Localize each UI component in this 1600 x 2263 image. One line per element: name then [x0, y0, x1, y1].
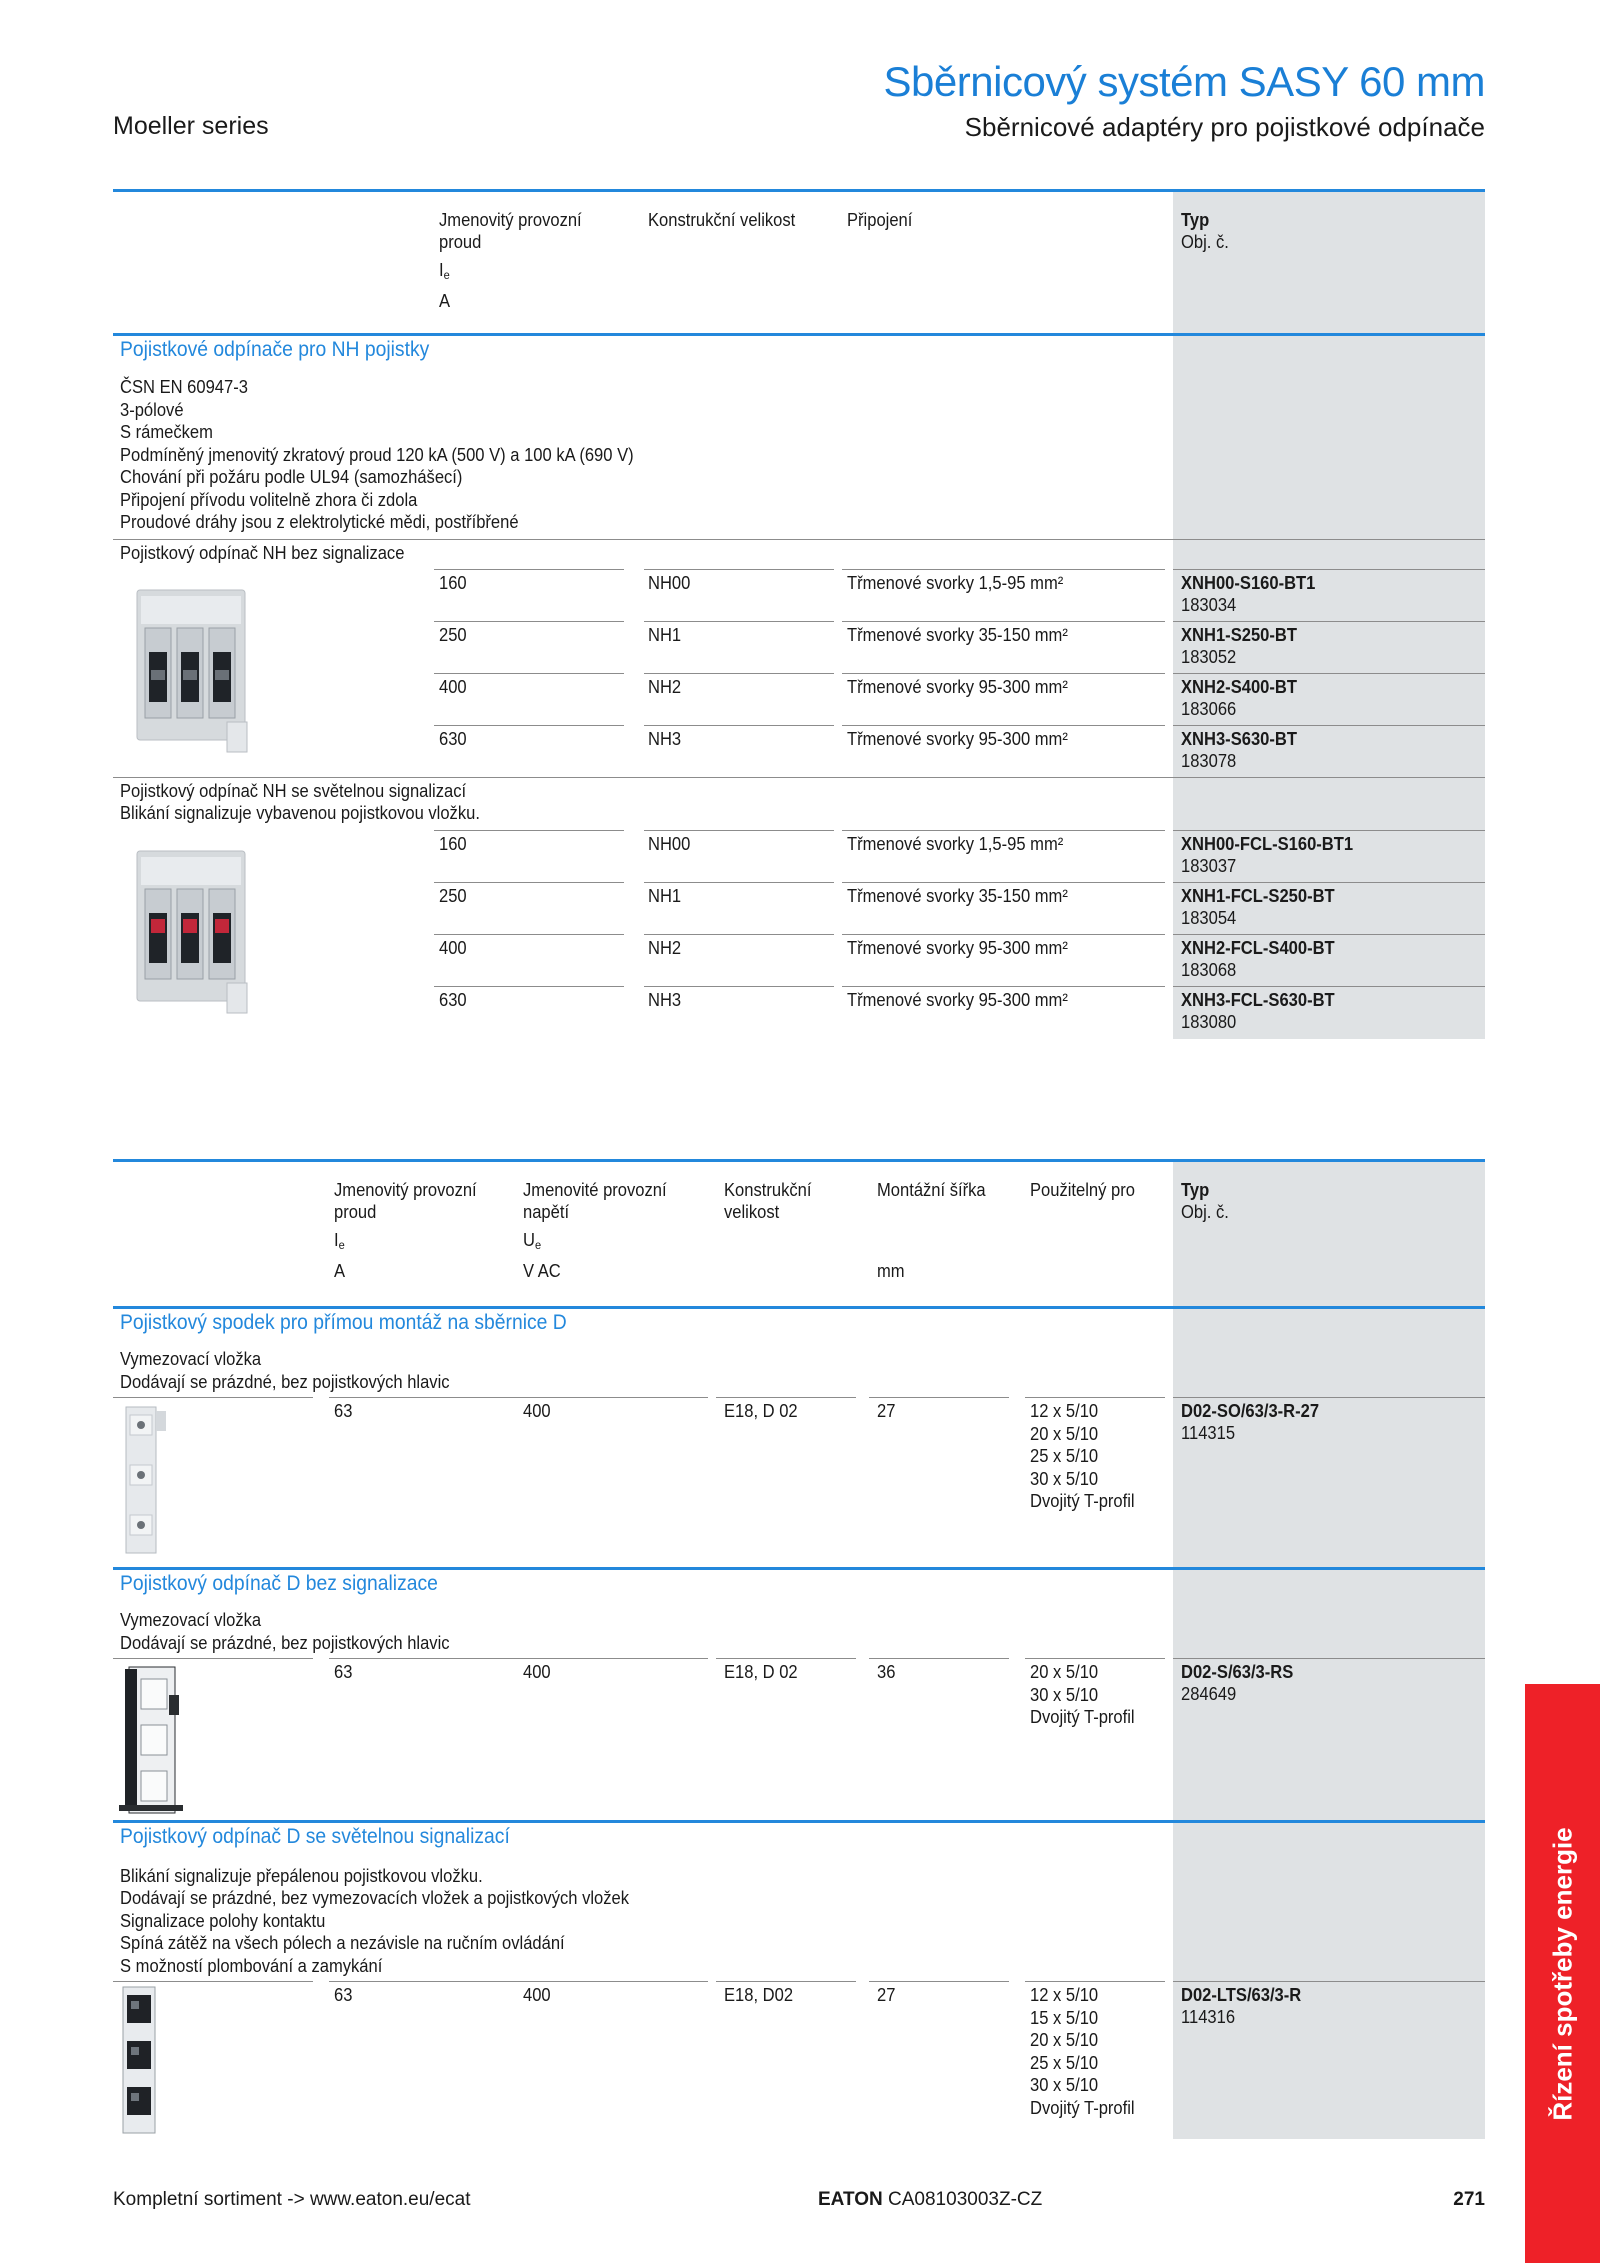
section-title: Pojistkový odpínač D se světelnou signalizací: [120, 1825, 510, 1848]
header-order: Obj. č.: [1181, 232, 1229, 252]
cell-type: D02-SO/63/3-R-27: [1181, 1401, 1320, 1421]
cell-connection: Třmenové svorky 95-300 mm²: [847, 677, 1068, 697]
row-rule: [329, 1658, 519, 1659]
cell-voltage: 400: [523, 1985, 551, 2005]
header-voltage-unit: V AC: [523, 1261, 561, 1281]
cell-size: NH1: [648, 625, 682, 645]
cell-order: 183034: [1181, 595, 1237, 615]
section-rule: [113, 1820, 1485, 1823]
row-rule: [869, 1981, 1009, 1982]
row-rule: [1025, 1397, 1165, 1398]
nh-switch-disconnector-image: [127, 582, 257, 762]
chapter-tab: [1525, 1684, 1600, 2263]
row-rule: [644, 934, 834, 935]
row-rule: [113, 1658, 313, 1659]
row-rule: [518, 1397, 708, 1398]
cell-size: E18, D 02: [724, 1662, 798, 1682]
header-connection: Připojení: [847, 210, 913, 230]
cell-type: XNH3-FCL-S630-BT: [1181, 990, 1335, 1010]
cell-size: NH3: [648, 990, 682, 1010]
header-current-symbol: $I_e$: [439, 260, 450, 282]
cell-voltage: 400: [523, 1662, 551, 1682]
row-rule: [842, 830, 1165, 831]
section-description: Vymezovací vložka Dodávají se prázdné, bez pojistkových hlavic: [120, 1610, 450, 1653]
chapter-tab-label: Řízení spotřeby energie: [1547, 1826, 1577, 2121]
row-rule: [716, 1981, 856, 1982]
cell-type: XNH2-FCL-S400-BT: [1181, 938, 1335, 958]
header-width: Montážní šířka: [877, 1180, 986, 1200]
cell-connection: Třmenové svorky 95-300 mm²: [847, 729, 1068, 749]
cell-type: XNH2-S400-BT: [1181, 677, 1297, 697]
header-order: Obj. č.: [1181, 1202, 1229, 1222]
row-rule: [1173, 1397, 1485, 1398]
cell-size: NH00: [648, 573, 691, 593]
cell-connection: Třmenové svorky 95-300 mm²: [847, 990, 1068, 1010]
header-current-unit: A: [439, 291, 451, 311]
cell-size: NH1: [648, 886, 682, 906]
footer-brand: EATON: [818, 2189, 883, 2210]
cell-usable: 12 x 5/10 15 x 5/10 20 x 5/10 25 x 5/10 30 x 5/10 Dvojitý T-profil: [1030, 1985, 1135, 2118]
row-rule: [434, 934, 624, 935]
cell-type: XNH00-FCL-S160-BT1: [1181, 834, 1354, 854]
row-rule: [1173, 986, 1485, 987]
cell-order: 114316: [1181, 2007, 1236, 2027]
header-usable: Použitelný pro: [1030, 1180, 1135, 1200]
cell-size: NH2: [648, 938, 682, 958]
cell-size: E18, D02: [724, 1985, 794, 2005]
section-rule: [113, 1567, 1485, 1570]
footer-doc-code: [818, 2189, 1042, 2211]
cell-type: XNH00-S160-BT1: [1181, 573, 1316, 593]
row-rule: [842, 882, 1165, 883]
nh-switch-disconnector-signal-image: [127, 843, 257, 1023]
footer-link[interactable]: Kompletní sortiment -> www.eaton.eu/ecat: [113, 2189, 471, 2210]
header-width-unit: mm: [877, 1261, 905, 1281]
row-rule: [518, 1981, 708, 1982]
cell-order: 114315: [1181, 1423, 1236, 1443]
cell-current: 250: [439, 625, 467, 645]
row-rule: [434, 621, 624, 622]
row-rule: [1025, 1658, 1165, 1659]
header-size: Konstrukční velikost: [724, 1180, 812, 1222]
row-rule: [644, 725, 834, 726]
row-rule: [716, 1397, 856, 1398]
row-rule: [1173, 934, 1485, 935]
cell-connection: Třmenové svorky 35-150 mm²: [847, 625, 1068, 645]
row-rule: [869, 1658, 1009, 1659]
row-rule: [434, 673, 624, 674]
cell-width: 27: [877, 1985, 896, 2005]
row-rule: [1173, 1981, 1485, 1982]
row-rule: [1173, 882, 1485, 883]
row-rule: [434, 882, 624, 883]
header-current-symbol: $I_e$: [334, 1230, 345, 1252]
row-rule: [644, 621, 834, 622]
row-rule: [842, 673, 1165, 674]
row-rule: [644, 673, 834, 674]
table-top-rule: [113, 189, 1485, 192]
row-rule: [1173, 1658, 1485, 1659]
row-rule: [644, 830, 834, 831]
row-rule: [1173, 725, 1485, 726]
header-current: Jmenovitý provozní proud: [439, 210, 582, 252]
header-type: Typ: [1181, 210, 1210, 230]
header-voltage-symbol: $U_e$: [523, 1230, 542, 1252]
cell-usable: 12 x 5/10 20 x 5/10 25 x 5/10 30 x 5/10 Dvojitý T-profil: [1030, 1401, 1135, 1511]
cell-current: 400: [439, 938, 467, 958]
page-title: Sběrnicový systém SASY 60 mm: [883, 58, 1485, 105]
cell-size: NH3: [648, 729, 682, 749]
row-rule: [518, 1658, 708, 1659]
row-rule: [644, 882, 834, 883]
header-type: Typ: [1181, 1180, 1210, 1200]
row-rule: [1173, 673, 1485, 674]
row-rule: [644, 569, 834, 570]
section-title: Pojistkový odpínač D bez signalizace: [120, 1572, 438, 1595]
cell-type: D02-LTS/63/3-R: [1181, 1985, 1302, 2005]
row-rule: [329, 1397, 519, 1398]
section-description: Blikání signalizuje přepálenou pojistkovou vložku. Dodávají se prázdné, bez vymezovacích vložek a pojistkových vložek Signalizace polohy kontaktu Spíná zátěž na všech pólech a nezávisle na ručním ovládání S možností plombování a zamykání: [120, 1865, 630, 1976]
section-rule: [113, 1306, 1485, 1309]
cell-type: D02-S/63/3-RS: [1181, 1662, 1294, 1682]
row-rule: [434, 986, 624, 987]
cell-connection: Třmenové svorky 95-300 mm²: [847, 938, 1068, 958]
header-current-unit: A: [334, 1261, 346, 1281]
cell-current: 63: [334, 1401, 353, 1421]
series-label: Moeller series: [113, 112, 269, 140]
row-rule: [1173, 830, 1485, 831]
cell-order: 183054: [1181, 908, 1237, 928]
row-rule: [842, 986, 1165, 987]
page-number: 271: [1453, 2189, 1485, 2210]
cell-connection: Třmenové svorky 1,5-95 mm²: [847, 573, 1064, 593]
row-rule: [1173, 621, 1485, 622]
cell-current: 400: [439, 677, 467, 697]
row-rule: [869, 1397, 1009, 1398]
header-voltage: Jmenovité provozní napětí: [523, 1180, 667, 1222]
cell-order: 183068: [1181, 960, 1237, 980]
d-switch-disconnector-signal-image: [117, 1985, 167, 2135]
cell-order: 183080: [1181, 1012, 1237, 1032]
cell-order: 183066: [1181, 699, 1237, 719]
cell-connection: Třmenové svorky 1,5-95 mm²: [847, 834, 1064, 854]
page-subtitle: Sběrnicové adaptéry pro pojistkové odpínače: [964, 112, 1485, 142]
cell-current: 160: [439, 834, 467, 854]
cell-order: 183037: [1181, 856, 1237, 876]
group-label: Pojistkový odpínač NH se světelnou signalizací Blikání signalizuje vybavenou pojistkovou vložku.: [120, 781, 480, 823]
cell-order: 183078: [1181, 751, 1237, 771]
cell-current: 630: [439, 729, 467, 749]
cell-voltage: 400: [523, 1401, 551, 1421]
table-top-rule: [113, 1159, 1485, 1162]
d-switch-disconnector-image: [117, 1665, 187, 1815]
cell-type: XNH3-S630-BT: [1181, 729, 1297, 749]
row-rule: [1173, 569, 1485, 570]
row-rule: [1025, 1981, 1165, 1982]
cell-size: E18, D 02: [724, 1401, 798, 1421]
row-rule: [842, 725, 1165, 726]
section-description: ČSN EN 60947-3 3-pólové S rámečkem Podmíněný jmenovitý zkratový proud 120 kA (500 V) a 100 kA (690 V) Chování při požáru podle UL94 (samozhášecí) Připojení přívodu volitelně zhora či zdola Proudové dráhy jsou z elektrolytické mědi, postříbřené: [120, 377, 634, 532]
cell-type: XNH1-FCL-S250-BT: [1181, 886, 1335, 906]
row-rule: [329, 1981, 519, 1982]
cell-width: 36: [877, 1662, 896, 1682]
footer-code: CA08103003Z-CZ: [888, 2189, 1043, 2210]
row-rule: [842, 621, 1165, 622]
cell-current: 250: [439, 886, 467, 906]
section-rule: [113, 333, 1485, 336]
group-rule: [113, 539, 1485, 540]
cell-connection: Třmenové svorky 35-150 mm²: [847, 886, 1068, 906]
cell-current: 63: [334, 1662, 353, 1682]
cell-current: 630: [439, 990, 467, 1010]
header-current: Jmenovitý provozní proud: [334, 1180, 477, 1222]
group-label: Pojistkový odpínač NH bez signalizace: [120, 543, 405, 563]
cell-size: NH2: [648, 677, 682, 697]
cell-order: 183052: [1181, 647, 1237, 667]
row-rule: [842, 569, 1165, 570]
row-rule: [434, 725, 624, 726]
row-rule: [113, 1981, 313, 1982]
cell-current: 63: [334, 1985, 353, 2005]
cell-order: 284649: [1181, 1684, 1237, 1704]
cell-width: 27: [877, 1401, 896, 1421]
cell-type: XNH1-S250-BT: [1181, 625, 1297, 645]
section-description: Vymezovací vložka Dodávají se prázdné, bez pojistkových hlavic: [120, 1349, 450, 1392]
section-title: Pojistkové odpínače pro NH pojistky: [120, 338, 430, 361]
header-size: Konstrukční velikost: [648, 210, 796, 230]
d-fuse-base-image: [120, 1405, 170, 1555]
row-rule: [842, 934, 1165, 935]
row-rule: [644, 986, 834, 987]
cell-usable: 20 x 5/10 30 x 5/10 Dvojitý T-profil: [1030, 1662, 1135, 1727]
row-rule: [716, 1658, 856, 1659]
cell-current: 160: [439, 573, 467, 593]
group-rule: [113, 777, 1485, 778]
row-rule: [113, 1397, 313, 1398]
cell-size: NH00: [648, 834, 691, 854]
table-nh: [113, 189, 1485, 1039]
row-rule: [434, 830, 624, 831]
row-rule: [434, 569, 624, 570]
section-title: Pojistkový spodek pro přímou montáž na sběrnice D: [120, 1311, 567, 1334]
